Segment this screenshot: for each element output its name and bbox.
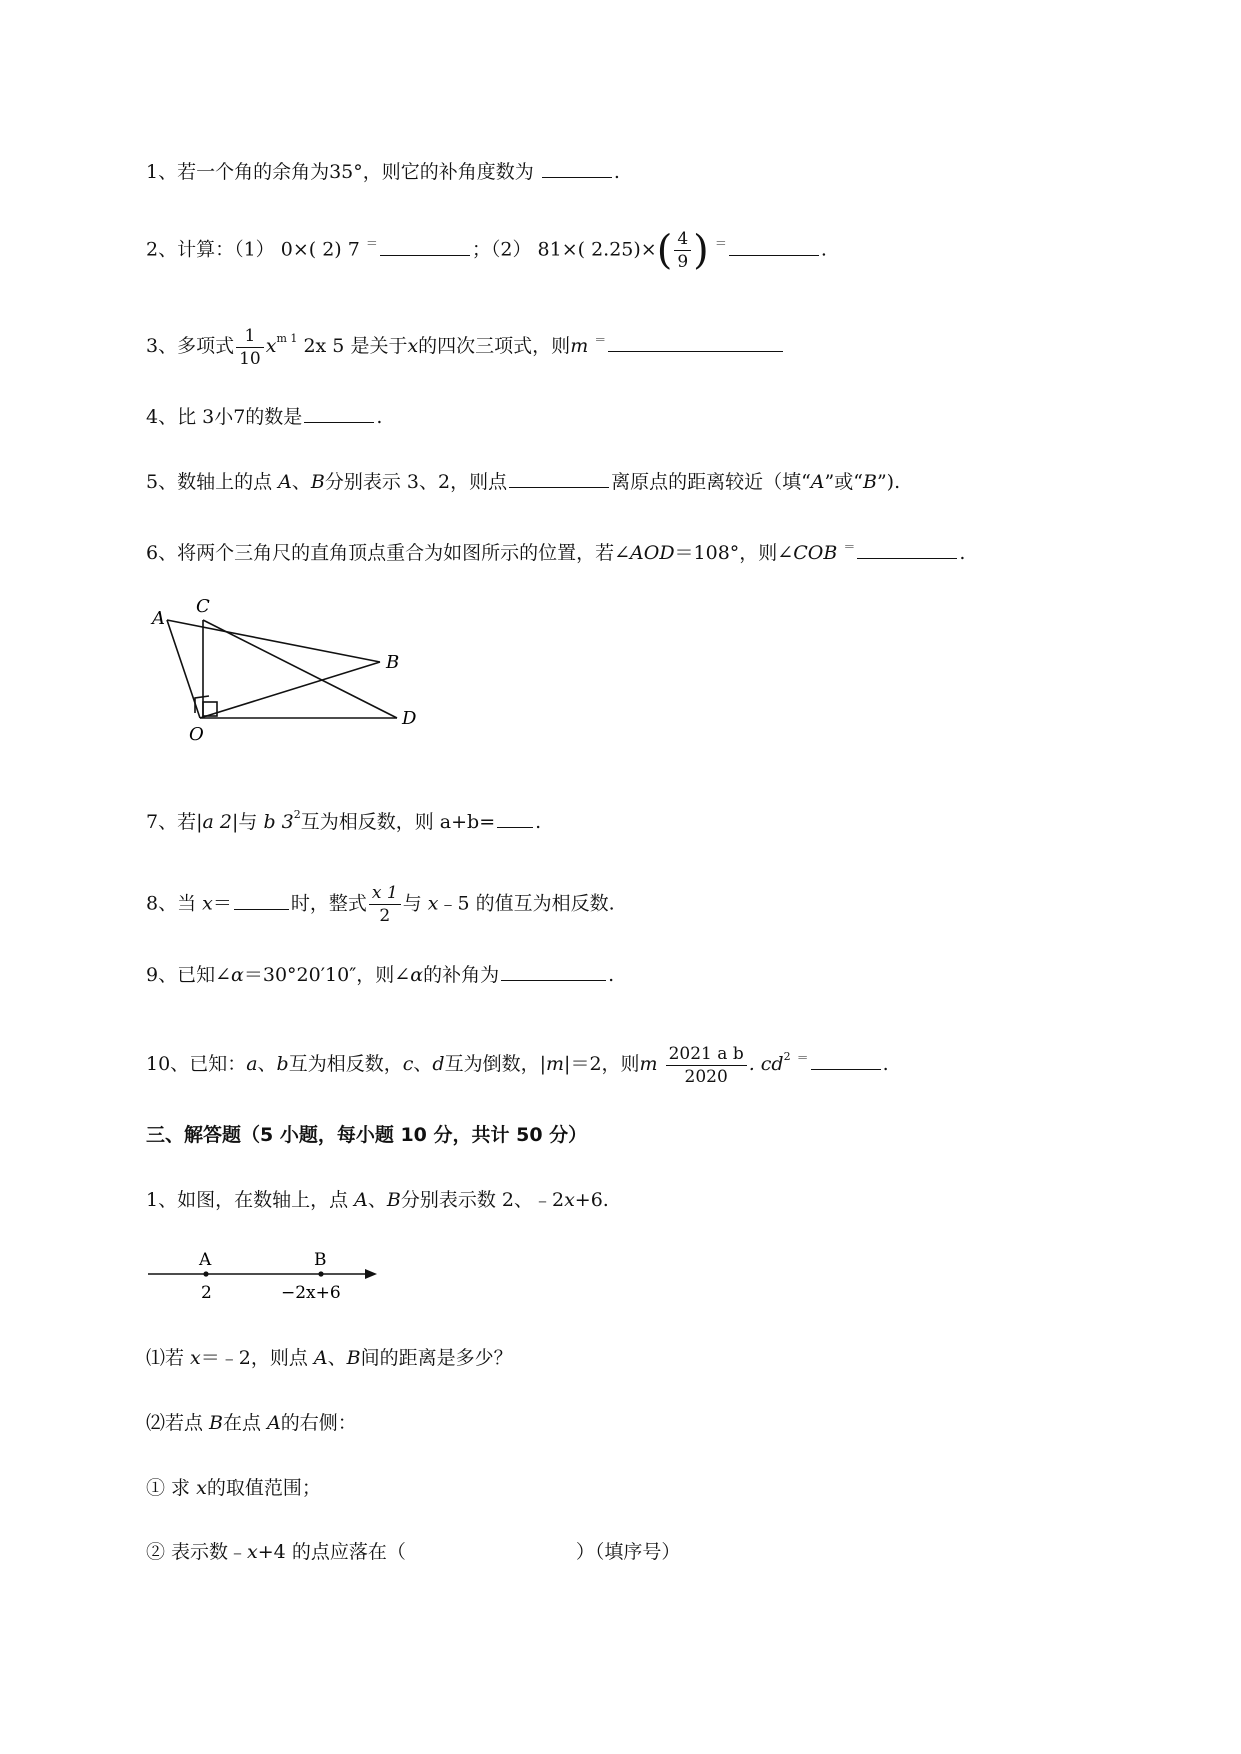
point-a: A — [278, 471, 292, 493]
solve-part-2b — [146, 1537, 680, 1567]
expression: 2x 5 — [297, 335, 345, 357]
point-a: A — [313, 1347, 328, 1369]
text: ② 表示数﹣ — [146, 1541, 248, 1563]
solve-part-1 — [146, 1343, 513, 1373]
text: 、 — [367, 1189, 387, 1211]
variable-c: c — [402, 1053, 414, 1075]
question-5 — [146, 467, 900, 497]
question-3 — [146, 324, 785, 370]
text: 是关于 — [350, 335, 408, 357]
fraction — [369, 882, 401, 927]
text: 、 — [413, 1053, 433, 1075]
question-number: 9、 — [146, 964, 178, 986]
answer-blank[interactable] — [857, 538, 957, 559]
triangle-figure — [140, 590, 440, 750]
alpha-symbol: α — [410, 964, 424, 986]
variable-x: x — [427, 892, 439, 915]
text: 将两个三角尺的直角顶点重合为如图所示的位置，若∠ — [177, 542, 631, 564]
solve-part-2a — [146, 1473, 321, 1503]
angle-aod: AOD — [630, 542, 675, 564]
question-number: 5、 — [146, 471, 178, 493]
question-number: 10、 — [146, 1053, 190, 1075]
variable-x: x — [247, 1541, 258, 1563]
alpha-symbol: α — [231, 964, 244, 986]
point-a: A — [354, 1189, 368, 1211]
variable-d: d — [432, 1053, 445, 1075]
question-number: 7、 — [146, 811, 178, 833]
punct: . — [820, 238, 827, 261]
question-number: 1、 — [146, 1189, 178, 1211]
text: 的右侧： — [280, 1412, 357, 1434]
fraction — [666, 1043, 747, 1088]
numerator: x 1 — [369, 882, 401, 905]
text: ”). — [876, 471, 901, 493]
answer-blank[interactable] — [729, 235, 819, 256]
text: 多项式 — [177, 335, 235, 357]
equals-glyph: ＝ — [796, 1051, 809, 1065]
question-text: 比 3小7的数是 — [177, 406, 303, 428]
equals-glyph: ＝ — [843, 540, 856, 554]
text: 分别表示数 2、﹣2 — [400, 1189, 565, 1211]
value-a: 2 — [201, 1283, 212, 1303]
text: 离原点的距离较近（填“ — [611, 471, 811, 493]
expression-1: 0×( 2) 7 — [280, 238, 360, 261]
punct: . — [608, 964, 615, 986]
label-o: O — [189, 724, 204, 745]
point-a: A — [267, 1412, 281, 1434]
number-line — [145, 1245, 385, 1320]
question-text: 若一个角的余角为35°，则它的补角度数为 — [177, 161, 534, 183]
text: ＝ — [212, 892, 232, 915]
abs-expression: a 2 — [202, 811, 232, 833]
denominator: 2 — [379, 906, 391, 926]
variable-x: x — [196, 1477, 207, 1499]
abs-bar: | — [196, 811, 203, 833]
variable-m: m — [570, 335, 589, 357]
denominator: 2020 — [684, 1066, 728, 1087]
angle-cob: COB — [793, 542, 838, 564]
abs-bar: | — [231, 811, 239, 833]
text: ＝﹣2，则点 — [200, 1347, 314, 1369]
text: ① 求 — [146, 1477, 197, 1499]
point-b: B — [346, 1347, 361, 1369]
text: 分别表示 3、2，则点 — [324, 471, 508, 493]
question-number: 1、 — [146, 161, 178, 183]
expression-b: b 3 — [263, 811, 294, 833]
text: ）（填序号） — [575, 1541, 681, 1563]
variable-x: x — [407, 335, 419, 357]
question-number: 6、 — [146, 542, 178, 564]
question-number: 2、 — [146, 238, 178, 261]
point-b: B — [209, 1412, 224, 1434]
variable-x: x — [202, 892, 213, 915]
abs-bar: | — [564, 1053, 571, 1075]
question-number: 4、 — [146, 406, 178, 428]
variable-a: a — [246, 1053, 258, 1075]
text: +6. — [574, 1189, 609, 1211]
text: 若 — [177, 811, 197, 833]
punct: . — [376, 406, 383, 428]
expression: . cd — [748, 1053, 784, 1075]
text: 已知∠ — [177, 964, 232, 986]
text: 数轴上的点 — [177, 471, 279, 493]
question-1 — [146, 157, 620, 187]
solve-question-1 — [146, 1185, 609, 1215]
variable-x: x — [190, 1347, 201, 1369]
text: 的补角为 — [423, 964, 500, 986]
text: 已知： — [189, 1053, 247, 1075]
text: ＝30°20′10″，则∠ — [243, 964, 411, 986]
label-d: D — [402, 708, 417, 729]
numerator: 2021 a b — [666, 1043, 747, 1066]
answer-blank[interactable] — [234, 889, 289, 910]
left-paren: ( — [656, 227, 673, 274]
label-c: C — [196, 596, 210, 617]
question-10 — [146, 1042, 889, 1088]
answer-blank[interactable] — [497, 807, 533, 828]
text: 与 — [402, 892, 428, 915]
exponent: m 1 — [276, 332, 298, 345]
text: 互为相反数，则 a+b= — [300, 811, 496, 833]
equals-glyph: ＝ — [365, 236, 378, 251]
fraction — [236, 325, 264, 370]
separator: ；（2） — [471, 238, 532, 261]
text: ⑵若点 — [146, 1412, 210, 1434]
text: 在点 — [223, 1412, 268, 1434]
answer-blank[interactable] — [501, 960, 606, 981]
variable-x: x — [265, 335, 277, 357]
numerator: 1 — [236, 325, 264, 348]
text: ﹣5 的值互为相反数. — [438, 892, 615, 915]
text: 、 — [257, 1053, 277, 1075]
question-7 — [146, 800, 541, 837]
solve-part-2 — [146, 1408, 357, 1438]
text: 间的距离是多少？ — [360, 1347, 513, 1369]
exponent: 2 — [783, 1050, 791, 1063]
question-6 — [146, 532, 965, 568]
point-b: B — [386, 1189, 401, 1211]
exponent: 2 — [293, 808, 301, 821]
right-paren: ) — [693, 227, 709, 274]
equals-glyph: ＝ — [594, 333, 607, 347]
denominator: 9 — [677, 252, 689, 272]
text: 、 — [327, 1347, 347, 1369]
variable-m: m — [639, 1053, 658, 1075]
value-b: −2x+6 — [281, 1283, 341, 1303]
text: 的取值范围； — [206, 1477, 321, 1499]
expression-2: 81×( 2.25)× — [537, 238, 657, 261]
text: 计算：（1） — [177, 238, 275, 261]
text: ⑴若 — [146, 1347, 191, 1369]
text: ”或“ — [824, 471, 863, 493]
answer-blank[interactable] — [542, 157, 612, 178]
question-number: 3、 — [146, 335, 178, 357]
label-b: B — [386, 652, 400, 673]
answer-blank[interactable] — [608, 331, 783, 352]
question-2 — [146, 228, 827, 273]
point-a: A — [810, 471, 825, 493]
question-8 — [146, 882, 615, 927]
text: 与 — [238, 811, 258, 833]
text: +4 的点应落在（ — [257, 1541, 406, 1563]
section-heading: 三、解答题（5 小题，每小题 10 分，共计 50 分） — [146, 1124, 588, 1146]
denominator: 10 — [239, 348, 261, 369]
numerator: 4 — [674, 228, 691, 251]
point-b: B — [310, 471, 325, 493]
text: ＝2，则 — [570, 1053, 640, 1075]
answer-blank[interactable] — [304, 402, 374, 423]
punct: . — [535, 811, 542, 833]
fraction — [674, 228, 691, 273]
answer-blank[interactable] — [811, 1049, 881, 1070]
answer-blank[interactable] — [509, 467, 609, 488]
text: 的四次三项式，则 — [418, 335, 571, 357]
text: 如图，在数轴上，点 — [177, 1189, 355, 1211]
text: ＝108°，则∠ — [674, 542, 794, 564]
question-4 — [146, 402, 382, 432]
variable-x: x — [564, 1189, 575, 1211]
text: 、 — [291, 471, 311, 493]
variable-m: m — [546, 1053, 565, 1075]
point-b: B — [862, 471, 877, 493]
variable-b: b — [276, 1053, 289, 1075]
label-a: A — [152, 608, 165, 629]
text: 互为相反数， — [288, 1053, 403, 1075]
equals-glyph: ＝ — [714, 236, 727, 251]
text: 互为倒数， — [444, 1053, 540, 1075]
text: 时，整式 — [290, 892, 367, 915]
punct: . — [882, 1053, 889, 1075]
answer-blank[interactable] — [380, 235, 470, 256]
label-a: A — [199, 1250, 212, 1270]
punct: . — [959, 542, 966, 564]
question-9 — [146, 960, 614, 990]
abs-bar: | — [539, 1053, 546, 1075]
punct: . — [613, 161, 620, 183]
label-b: B — [314, 1250, 327, 1270]
question-number: 8、 — [146, 892, 178, 915]
text: 当 — [177, 892, 203, 915]
